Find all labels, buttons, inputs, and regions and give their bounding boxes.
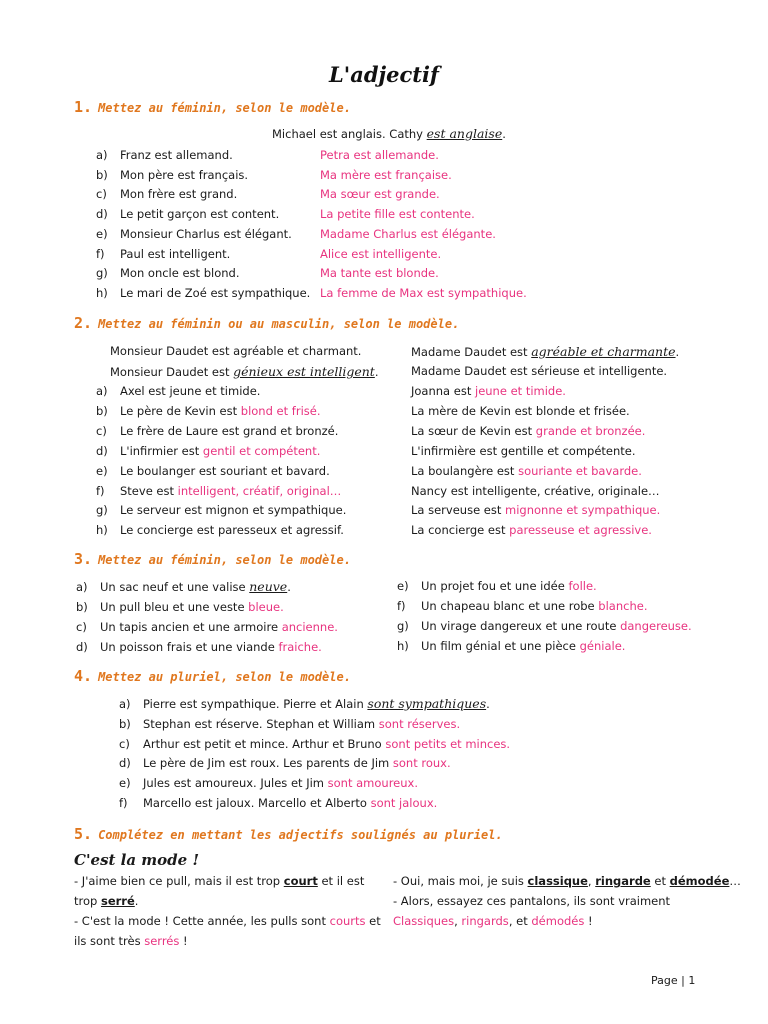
- underlined-adjective: ringarde: [595, 874, 651, 888]
- section-4-heading: [74, 667, 351, 685]
- item-label: e): [119, 776, 131, 791]
- list-item: [397, 579, 597, 593]
- question-text: Franz est allemand.: [120, 148, 233, 162]
- dialogue-text: et: [650, 874, 670, 888]
- model-answer: est anglaise: [426, 126, 503, 141]
- answer-text: jeune et timide.: [475, 384, 566, 398]
- question-text: Un pull bleu et une veste: [100, 600, 249, 614]
- answer-text: gentil et compétent.: [202, 443, 321, 458]
- list-item: [119, 755, 451, 770]
- answer-text: démodés: [531, 914, 585, 928]
- section-2-model-2-right: Madame Daudet est sérieuse et intelligente.: [411, 364, 668, 378]
- question-text: Stephan est réserve. Stephan et William: [143, 716, 379, 731]
- dialogue-line-7: [393, 914, 593, 928]
- list-item-right: [411, 503, 660, 517]
- dialogue-text: , et: [508, 914, 532, 928]
- section-5-heading: [74, 825, 503, 843]
- section-title: Mettez au féminin, selon le modèle.: [98, 101, 351, 115]
- item-label: d): [96, 207, 108, 222]
- list-item: [119, 795, 437, 810]
- question-text: La boulangère est: [411, 463, 519, 478]
- answer-text: Ma mère est française.: [320, 167, 452, 182]
- item-label: f): [397, 599, 406, 613]
- section-2-model-1-right: [411, 344, 679, 359]
- underlined-adjective: serré: [100, 894, 135, 908]
- section-1-heading: [74, 98, 351, 116]
- item-label: e): [397, 579, 409, 593]
- question-text: Paul est intelligent.: [120, 246, 231, 261]
- model-answer: sont sympathiques: [367, 696, 487, 711]
- model-text: Monsieur Daudet est: [110, 365, 234, 379]
- model-text: Madame Daudet est: [411, 345, 532, 359]
- question-text: Le petit garçon est content.: [120, 207, 280, 222]
- question-text: Steve est: [120, 483, 178, 498]
- item-label: d): [119, 756, 131, 771]
- question-text: Un tapis ancien et une armoire: [100, 620, 282, 634]
- question-text: Le père de Jim est roux. Les parents de Jim: [143, 756, 393, 771]
- dialogue-line-6: - Alors, essayez ces pantalons, ils sont vraiment: [393, 894, 671, 908]
- answer-text: sont petits et minces.: [385, 736, 511, 751]
- list-item-right: [411, 424, 645, 438]
- list-item: [76, 639, 322, 654]
- item-label: g): [96, 503, 108, 518]
- section-number: 3.: [74, 550, 93, 568]
- question-text: Un poisson frais et une viande: [100, 640, 279, 654]
- item-label: h): [397, 639, 409, 653]
- question-text: Marcello est jaloux. Marcello et Alberto: [143, 796, 371, 810]
- list-item: [96, 444, 320, 458]
- dialogue-text: ,: [454, 914, 462, 928]
- item-label: a): [96, 148, 108, 162]
- list-item: [119, 716, 460, 731]
- list-item: [397, 639, 625, 653]
- answer-text: Madame Charlus est élégante.: [320, 226, 496, 241]
- list-item-right: [411, 464, 642, 478]
- question-text: La serveuse est: [411, 503, 506, 518]
- section-number: 4.: [74, 667, 93, 685]
- answer-text: folle.: [568, 579, 597, 593]
- question-text: Le boulanger est souriant et bavard.: [120, 463, 330, 478]
- question-text: Axel est jeune et timide.: [120, 384, 261, 398]
- item-end: .: [486, 697, 490, 711]
- question-text: Un chapeau blanc et une robe: [421, 599, 599, 613]
- question-text: Un sac neuf et une valise: [100, 580, 250, 594]
- question-text: Joanna est: [411, 384, 475, 398]
- question-text: Mon frère est grand.: [120, 187, 238, 202]
- answer-text: sont roux.: [392, 756, 451, 771]
- model-end: .: [675, 345, 680, 359]
- list-item: [96, 484, 341, 498]
- item-label: c): [96, 187, 107, 202]
- answer-text: ringards: [461, 914, 509, 928]
- list-item: [76, 619, 338, 634]
- question-text: Monsieur Charlus est élégant.: [120, 226, 292, 241]
- list-item: [96, 148, 233, 162]
- question-text: Un film génial et une pièce: [421, 639, 580, 653]
- list-item: [96, 247, 230, 261]
- item-label: d): [76, 640, 88, 654]
- item-label: h): [96, 285, 108, 300]
- list-item: [119, 775, 418, 790]
- list-item: [96, 266, 239, 280]
- section-title: Mettez au féminin, selon le modèle.: [98, 553, 351, 567]
- answer-text: La femme de Max est sympathique.: [320, 285, 527, 300]
- item-label: e): [96, 463, 108, 478]
- section-2-model-2-left: [110, 364, 378, 379]
- underlined-adjective: court: [283, 874, 318, 888]
- section-title: Mettez au pluriel, selon le modèle.: [98, 670, 351, 684]
- answer-text: intelligent, créatif, original…: [177, 483, 342, 498]
- dialogue-line-5: [393, 874, 741, 888]
- item-label: a): [119, 697, 131, 711]
- question-text: Le frère de Laure est grand et bronzé.: [120, 423, 339, 438]
- section-title: Mettez au féminin ou au masculin, selon le modèle.: [98, 317, 460, 331]
- item-label: h): [96, 523, 108, 538]
- question-text: Nancy est intelligente, créative, originale…: [411, 483, 660, 498]
- question-text: Mon père est français.: [120, 167, 249, 182]
- list-item: [96, 286, 310, 300]
- answer-text: serrés: [144, 934, 180, 948]
- answer-text: mignonne et sympathique.: [505, 503, 661, 518]
- list-item-right: [411, 484, 660, 498]
- list-item-right: [411, 404, 630, 418]
- answer-text: paresseuse et agressive.: [509, 523, 652, 538]
- answer-text: courts: [329, 914, 366, 928]
- list-item-right: [411, 523, 652, 537]
- dialogue-line-3: [74, 914, 381, 928]
- page-title: L'adjectif: [329, 62, 439, 87]
- list-item: [96, 404, 321, 418]
- answer-text: sont jaloux.: [370, 796, 438, 810]
- dialogue-text: ils sont très: [74, 934, 145, 948]
- section-title: Complétez en mettant les adjectifs soulignés au pluriel.: [98, 828, 503, 842]
- question-text: Un projet fou et une idée: [421, 579, 569, 593]
- dialogue-line-4: [74, 934, 188, 948]
- item-label: a): [76, 580, 88, 594]
- item-label: b): [96, 167, 108, 182]
- answer-text: Alice est intelligente.: [320, 246, 442, 261]
- dialogue-text: et il est: [317, 874, 365, 888]
- model-answer: agréable et charmante: [531, 344, 676, 359]
- question-text: Mon oncle est blond.: [120, 266, 240, 281]
- question-text: Le mari de Zoé est sympathique.: [120, 285, 311, 300]
- dialogue-text: - J'aime bien ce pull, mais il est trop: [74, 874, 284, 888]
- question-text: L'infirmier est: [120, 443, 203, 458]
- list-item: [397, 599, 647, 613]
- answer-text: bleue.: [248, 600, 284, 614]
- model-end: .: [502, 127, 506, 141]
- model-answer: neuve: [249, 579, 288, 594]
- dialogue-text: !: [179, 934, 188, 948]
- answer-text: La petite fille est contente.: [320, 207, 475, 222]
- item-label: e): [96, 226, 108, 241]
- answer-text: souriante et bavarde.: [518, 463, 642, 478]
- question-text: La sœur de Kevin est: [411, 423, 536, 438]
- item-label: d): [96, 443, 108, 458]
- item-label: b): [76, 600, 88, 614]
- dialogue-text: trop: [74, 894, 101, 908]
- question-text: Jules est amoureux. Jules et Jim: [143, 776, 328, 791]
- section-2-heading: [74, 314, 459, 332]
- list-item: [76, 579, 291, 594]
- list-item: [96, 384, 260, 398]
- list-item: [96, 168, 248, 182]
- answer-text: Ma tante est blonde.: [320, 266, 439, 281]
- question-text: Le serveur est mignon et sympathique.: [120, 503, 347, 518]
- answer-text: grande et bronzée.: [535, 423, 646, 438]
- item-label: f): [119, 796, 128, 810]
- question-text: Un virage dangereux et une route: [421, 619, 621, 633]
- question-text: L'infirmière est gentille et compétente.: [411, 443, 636, 458]
- answer-text: sont amoureux.: [327, 776, 418, 791]
- underlined-adjective: démodée: [669, 874, 730, 888]
- dialogue-text: - C'est la mode ! Cette année, les pulls sont: [74, 914, 330, 928]
- item-label: b): [119, 716, 131, 731]
- answer-text: sont réserves.: [378, 716, 461, 731]
- question-text: La concierge est: [411, 523, 510, 538]
- answer-text: Petra est allemande.: [320, 148, 439, 162]
- section-2-model-1-left: Monsieur Daudet est agréable et charmant.: [110, 344, 362, 358]
- list-item: [397, 619, 692, 633]
- question-text: La mère de Kevin est blonde et frisée.: [411, 403, 630, 418]
- item-label: g): [397, 619, 409, 633]
- answer-text: ancienne.: [281, 620, 338, 634]
- dialogue-text: - Oui, mais moi, je suis: [393, 874, 528, 888]
- list-item: [96, 523, 344, 537]
- underlined-adjective: classique: [527, 874, 588, 888]
- question-text: Le père de Kevin est: [120, 403, 241, 418]
- item-label: f): [96, 483, 105, 498]
- item-label: a): [96, 384, 108, 398]
- item-label: c): [76, 620, 87, 634]
- answer-text: fraiche.: [278, 640, 322, 654]
- item-end: .: [287, 580, 291, 594]
- item-label: f): [96, 246, 105, 261]
- item-label: c): [96, 423, 107, 438]
- list-item: [96, 503, 346, 517]
- dialogue-text: .: [134, 894, 139, 908]
- dialogue-text: !: [584, 914, 593, 928]
- list-item-right: [411, 444, 636, 458]
- answer-text: Classiques: [393, 914, 455, 928]
- list-item: [119, 736, 510, 751]
- section-1-model: [272, 126, 506, 141]
- item-label: g): [96, 266, 108, 281]
- dialogue-text: …: [729, 874, 741, 888]
- model-answer: génieux est intelligent: [233, 364, 375, 379]
- dialogue-line-1: [74, 874, 364, 888]
- answer-text: blond et frisé.: [240, 403, 321, 418]
- item-label: b): [96, 403, 108, 418]
- list-item-right: [411, 384, 566, 398]
- model-end: .: [374, 365, 379, 379]
- list-item: [96, 187, 237, 201]
- answer-text: Ma sœur est grande.: [320, 187, 440, 202]
- dialogue-text: et: [365, 914, 381, 928]
- list-item: [96, 227, 292, 241]
- dialogue-text: ,: [587, 874, 596, 888]
- answer-text: géniale.: [579, 639, 626, 653]
- dialogue-title: C'est la mode !: [74, 851, 200, 869]
- model-text: Michael est anglais. Cathy: [272, 127, 427, 141]
- section-number: 5.: [74, 825, 93, 843]
- answer-text: blanche.: [598, 599, 648, 613]
- question-text: Pierre est sympathique. Pierre et Alain: [143, 697, 368, 711]
- answer-text: dangereuse.: [620, 619, 692, 633]
- list-item: [76, 599, 284, 614]
- page-footer: Page | 1: [651, 974, 696, 987]
- section-number: 1.: [74, 98, 93, 116]
- dialogue-line-2: [74, 894, 138, 908]
- list-item: [96, 424, 338, 438]
- section-3-heading: [74, 550, 351, 568]
- section-number: 2.: [74, 314, 93, 332]
- question-text: Le concierge est paresseux et agressif.: [120, 523, 344, 538]
- list-item: [96, 464, 330, 478]
- item-label: c): [119, 736, 130, 751]
- list-item: [96, 207, 279, 221]
- list-item: [119, 696, 490, 711]
- question-text: Arthur est petit et mince. Arthur et Bruno: [143, 736, 386, 751]
